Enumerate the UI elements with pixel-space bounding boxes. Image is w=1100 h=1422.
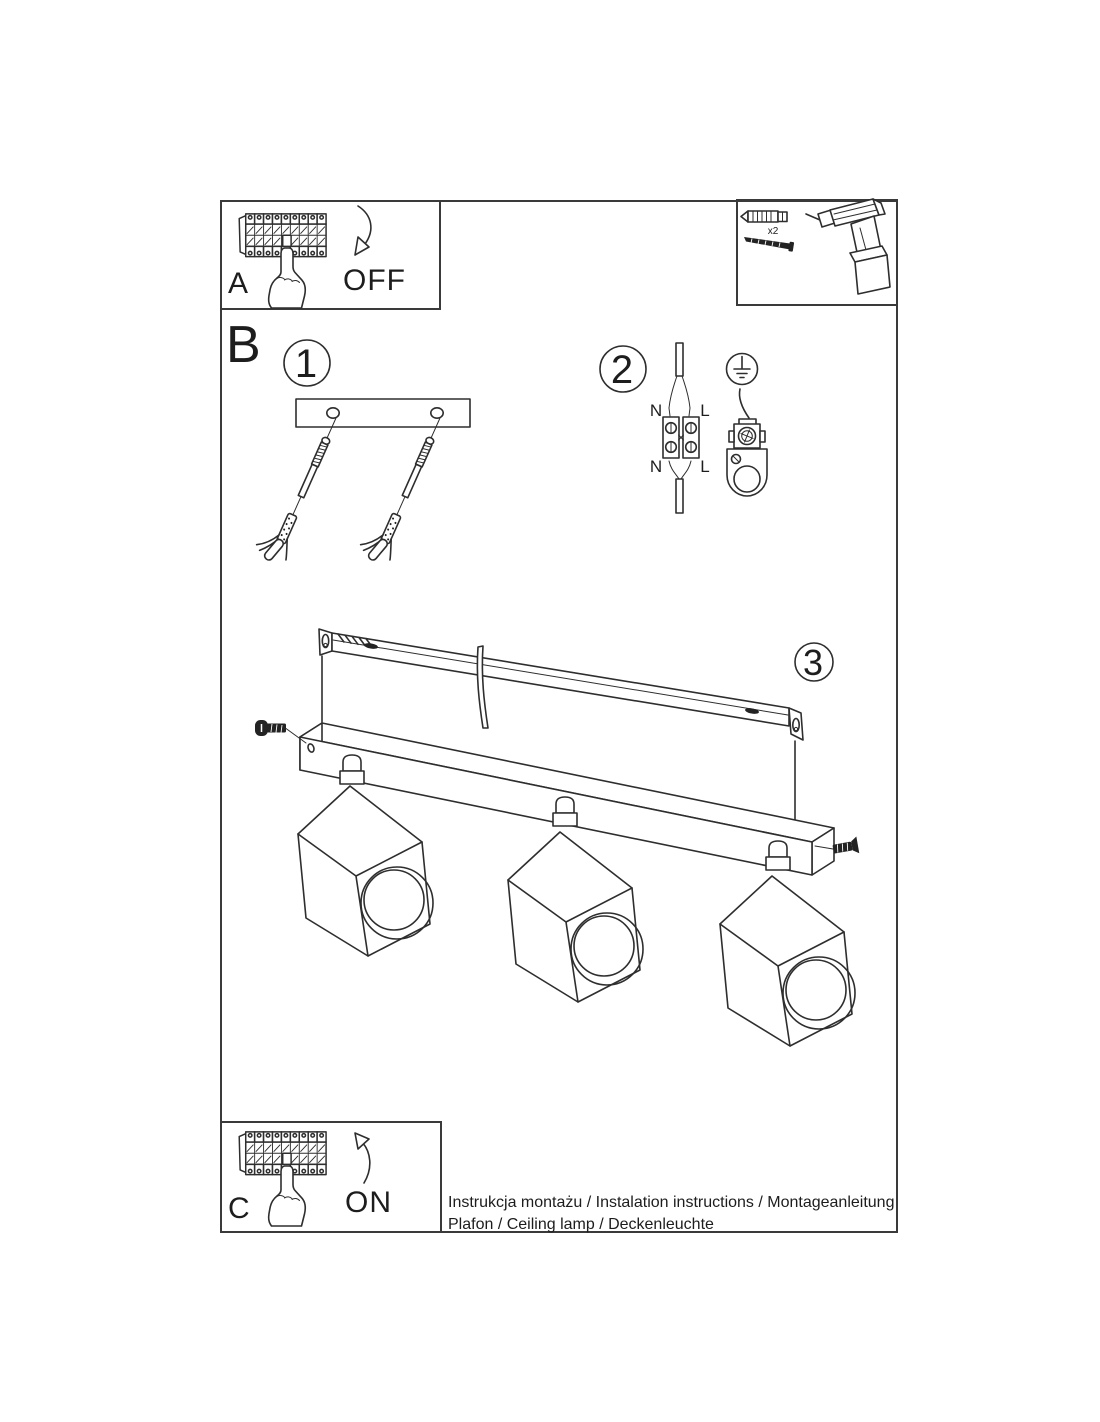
panel-c-label: C: [228, 1192, 250, 1225]
terminal-block-diagram: [663, 343, 699, 513]
step-1-number: 1: [294, 342, 318, 386]
footer-line-1: Instrukcja montażu / Instalation instructions / Montageanleitung: [448, 1194, 895, 1211]
anchor-quantity: x2: [767, 226, 779, 237]
step-3-number: 3: [802, 642, 824, 683]
panel-a-label: A: [228, 267, 249, 300]
panel-a-action: OFF: [343, 264, 406, 297]
panel-c-action: ON: [345, 1186, 392, 1219]
step-2-number: 2: [610, 348, 634, 392]
wire-label-l-top: L: [700, 401, 710, 420]
tools-box: [737, 199, 897, 305]
wire-label-n-bottom: N: [649, 457, 663, 476]
side-screw-left: [255, 720, 306, 743]
drill-icon: [806, 199, 890, 294]
footer: [448, 1194, 894, 1233]
power-off-panel: [221, 201, 440, 309]
spot-head-3: [720, 841, 855, 1046]
power-on-panel: [221, 1122, 441, 1232]
section-b-label: B: [226, 316, 261, 374]
arrow-up-icon: [355, 1133, 370, 1183]
ground-symbol-icon: [727, 354, 758, 385]
screw-anchor-left: [252, 409, 347, 567]
footer-line-2: Plafon / Ceiling lamp / Deckenleuchte: [448, 1216, 714, 1233]
screw-anchor-right: [356, 409, 451, 567]
ground-terminal-icon: [727, 389, 767, 496]
arrow-down-icon: [355, 206, 371, 255]
step-3-illustration: [255, 629, 859, 1046]
wire-label-l-bottom: L: [700, 457, 710, 476]
step-1-illustration: [252, 340, 470, 567]
step-2-illustration: [600, 343, 767, 513]
mounting-screw-icon: [744, 237, 794, 252]
mounting-strap: [319, 629, 803, 740]
wall-plug-icon: [741, 211, 787, 222]
wire-label-n-top: N: [649, 401, 663, 420]
